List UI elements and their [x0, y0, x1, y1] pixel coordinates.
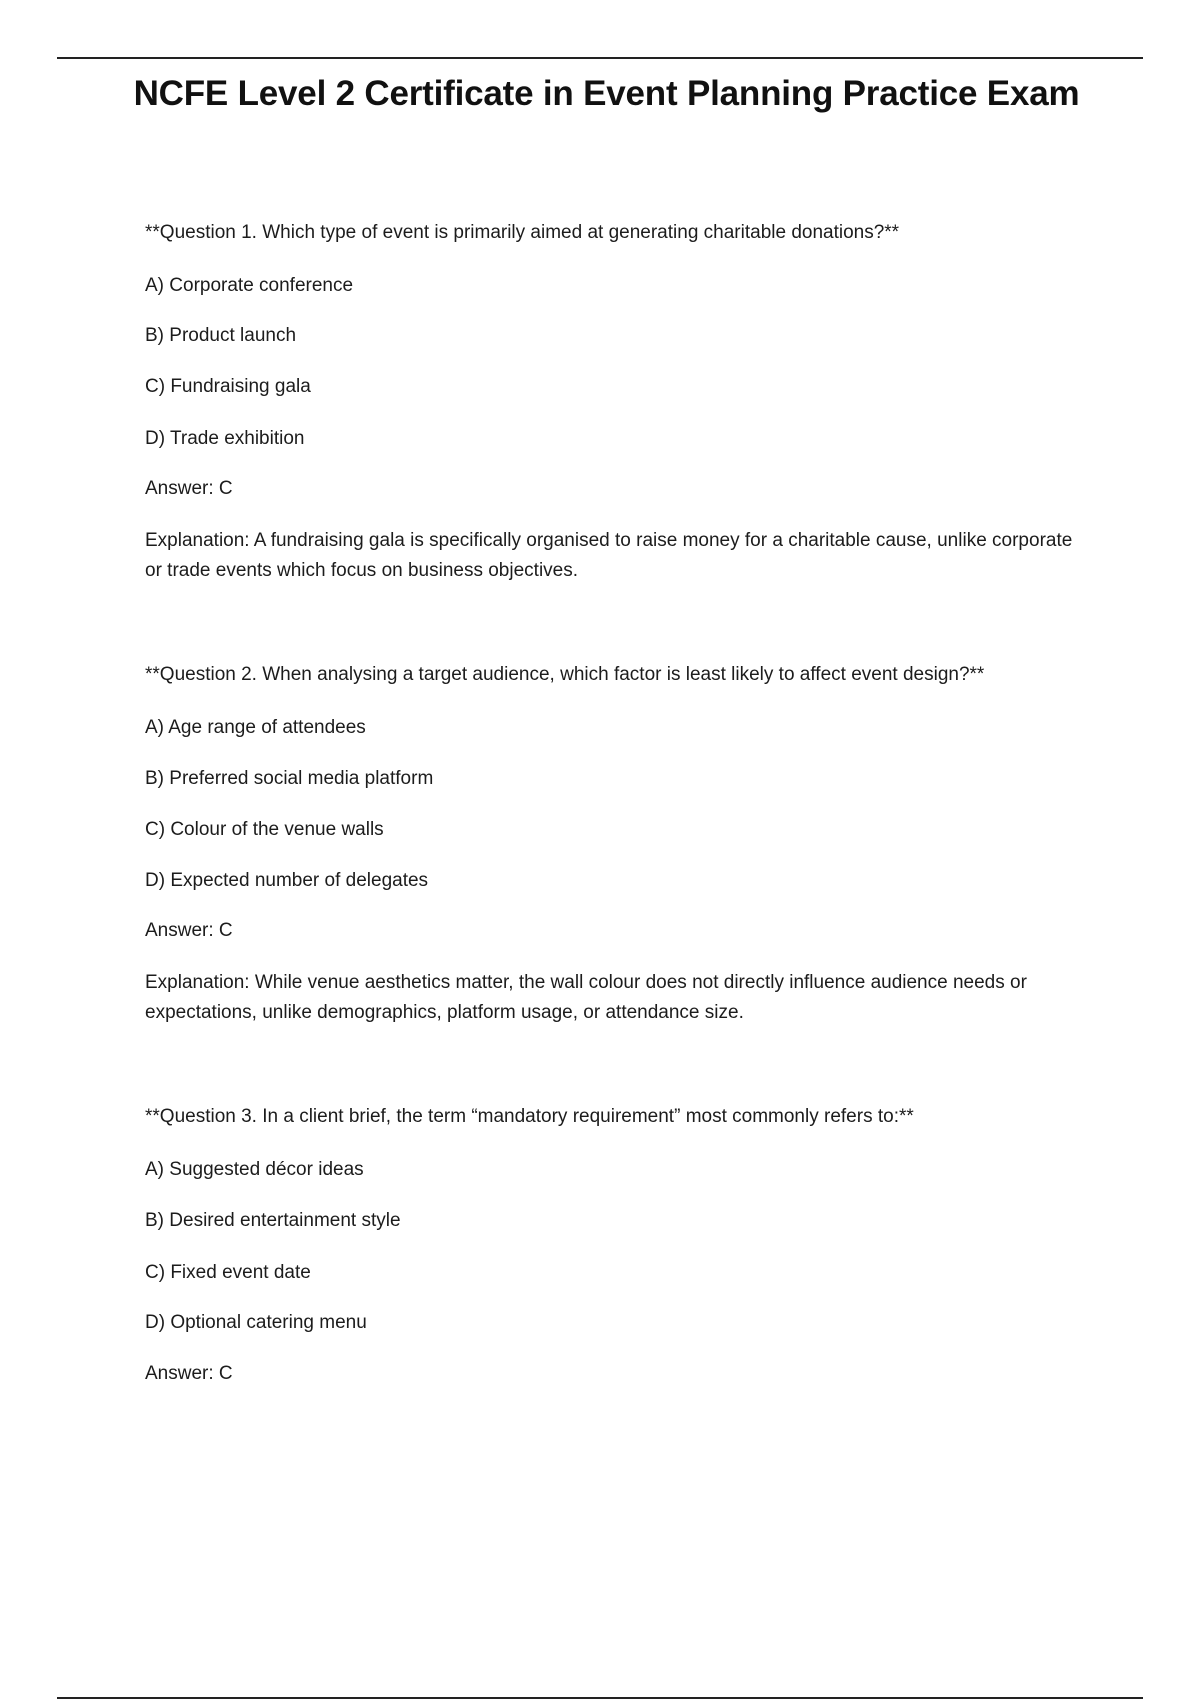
page-title: NCFE Level 2 Certificate in Event Planning Practice Exam	[133, 74, 1080, 113]
question-2-heading: **Question 2. When analysing a target audience, which factor is least likely to affect event design?**	[145, 664, 985, 685]
question-2-option-a: A) Age range of attendees	[145, 717, 366, 738]
question-1-option-b: B) Product launch	[145, 325, 297, 346]
question-2-option-d: D) Expected number of delegates	[145, 870, 429, 891]
question-2-explanation: Explanation: While venue aesthetics matter, the wall colour does not directly influence audience needs or expectations, unlike demographics, platform usage, or attendance size.	[145, 972, 1027, 1023]
question-3-answer: Answer: C	[145, 1363, 233, 1384]
bottom-rule	[57, 1697, 1143, 1699]
question-2-option-c: C) Colour of the venue walls	[145, 819, 384, 840]
question-1-answer: Answer: C	[145, 478, 233, 499]
question-2-option-b: B) Preferred social media platform	[145, 768, 434, 789]
question-3-option-c: C) Fixed event date	[145, 1262, 311, 1283]
question-3-heading: **Question 3. In a client brief, the term “mandatory requirement” most commonly refers to:**	[145, 1106, 914, 1127]
question-3-option-b: B) Desired entertainment style	[145, 1210, 401, 1231]
question-1-option-d: D) Trade exhibition	[145, 428, 305, 449]
question-1-option-a: A) Corporate conference	[145, 275, 354, 296]
question-1-option-c: C) Fundraising gala	[145, 376, 311, 397]
question-2-answer: Answer: C	[145, 920, 233, 941]
question-1-explanation: Explanation: A fundraising gala is specifically organised to raise money for a charitable cause, unlike corporate or trade events which focus on business objectives.	[145, 530, 1073, 581]
top-rule	[57, 57, 1143, 59]
question-3-option-d: D) Optional catering menu	[145, 1312, 367, 1333]
question-1-heading: **Question 1. Which type of event is primarily aimed at generating charitable donations?**	[145, 222, 900, 243]
question-3-option-a: A) Suggested décor ideas	[145, 1159, 364, 1180]
